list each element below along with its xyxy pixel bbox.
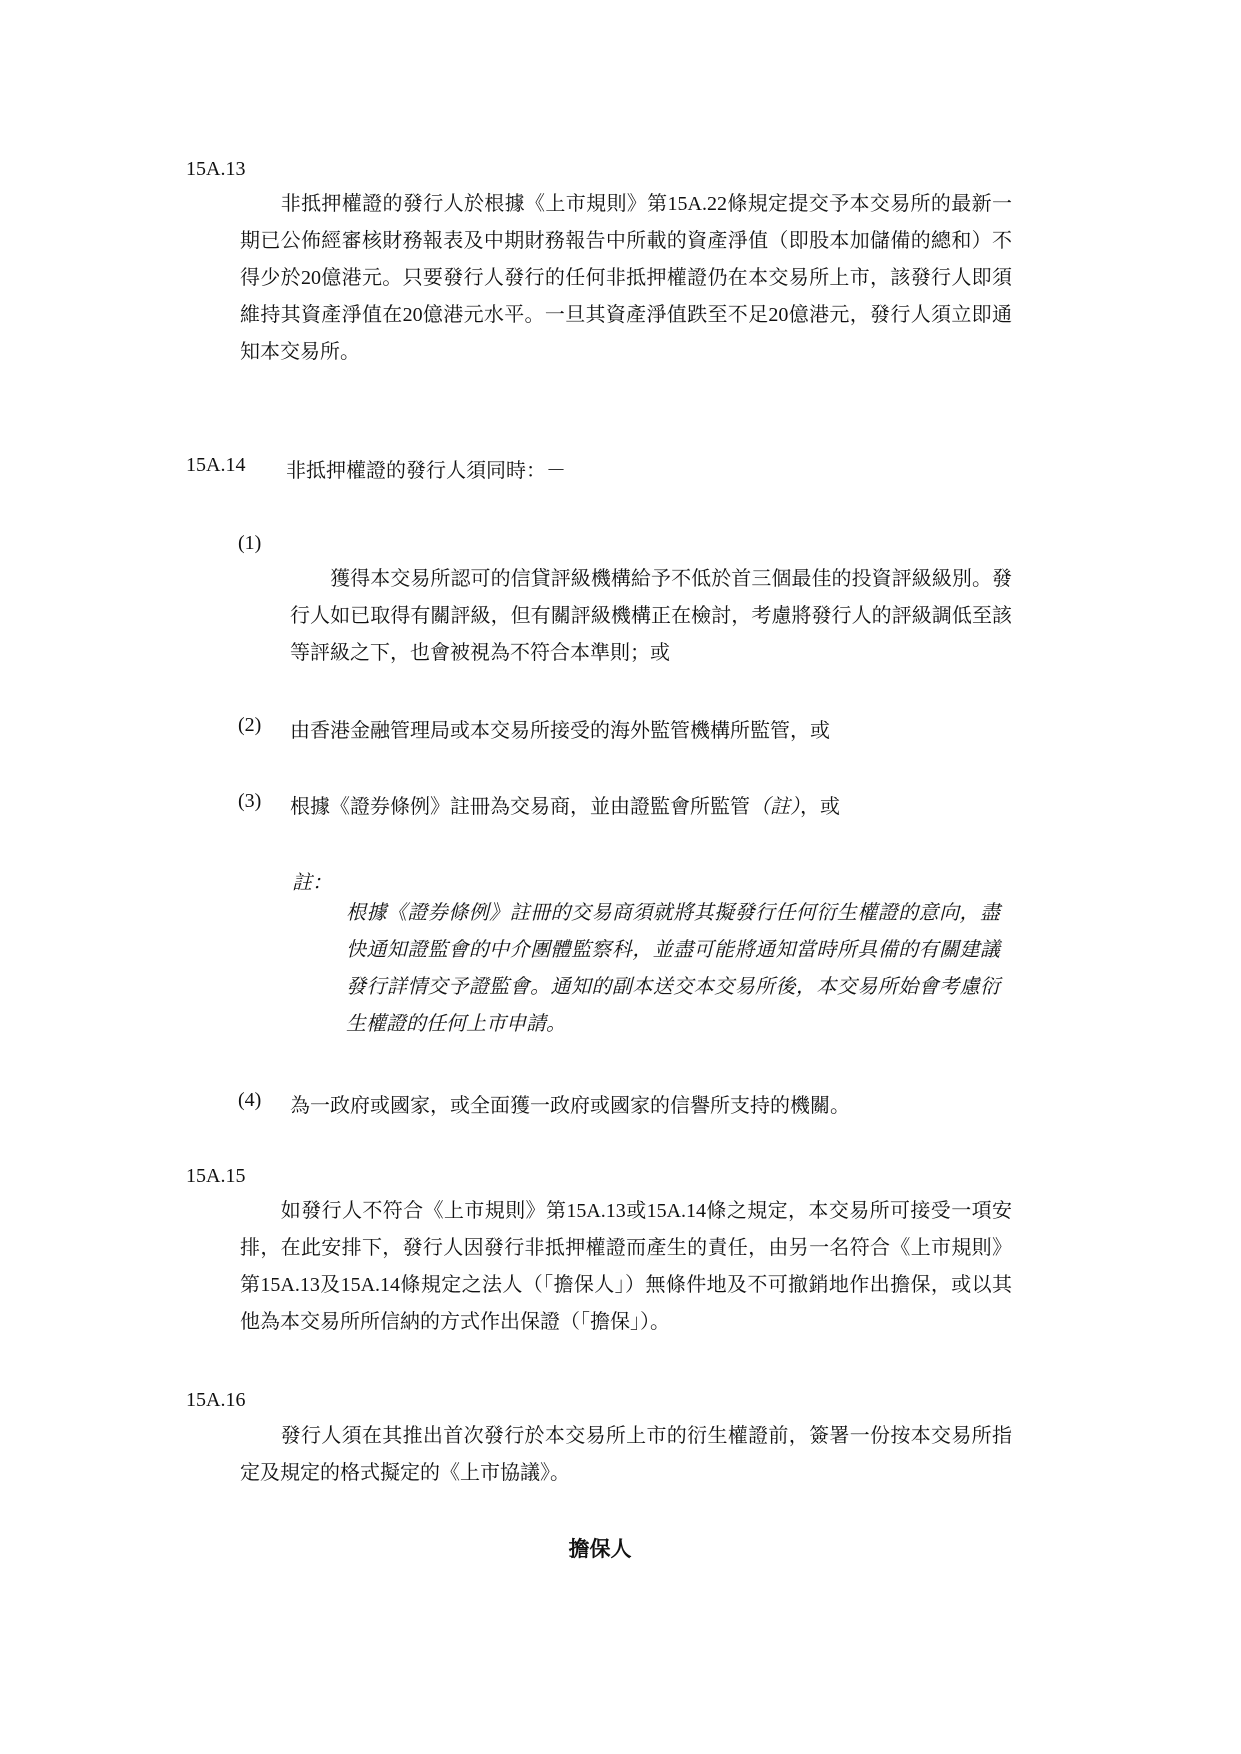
rule-number-15a16: 15A.16 [186,1389,246,1411]
note-label: 註： [292,872,332,894]
rule-15a15-text: 如發行人不符合《上市規則》第15A.13或15A.14條之規定，本交易所可接受一項安排，在此安排下，發行人因發行非抵押權證而產生的責任，由另一名符合《上市規則》第15A.13及15A.14條規定之法人（「擔保人」）無條件地及不可撤銷地作出擔保，或以其他為本交易所所信納的方式作出保證（「擔保」）。 [240,1200,1012,1333]
item-3-text-end: ，或 [800,796,840,818]
rule-number-15a13: 15A.13 [186,158,246,180]
item-number-3: (3) [238,790,262,812]
item-3-text-main: 根據《證券條例》註冊為交易商，並由證監會所監管 [290,796,750,818]
rule-15a14-intro: 非抵押權證的發行人須同時：－ [286,460,566,482]
item-number-1: (1) [238,532,262,554]
note-reference: （註） [750,796,800,818]
item-number-4: (4) [238,1089,262,1111]
item-3-text [290,790,840,819]
rule-number-15a14: 15A.14 [186,454,246,476]
item-number-2: (2) [238,714,262,736]
item-2-text: 由香港金融管理局或本交易所接受的海外監管機構所監管，或 [290,720,830,742]
rule-15a16-text: 發行人須在其推出首次發行於本交易所上市的衍生權證前，簽署一份按本交易所指定及規定的格式擬定的《上市協議》。 [240,1425,1012,1484]
rule-number-15a15: 15A.15 [186,1165,246,1187]
rule-15a13-text: 非抵押權證的發行人於根據《上市規則》第15A.22條規定提交予本交易所的最新一期已公佈經審核財務報表及中期財務報告中所載的資產淨值（即股本加儲備的總和）不得少於20億港元。只要發行人發行的任何非抵押權證仍在本交易所上市，該發行人即須維持其資產淨值在20億港元水平。一旦其資產淨值跌至不足20億港元，發行人須立即通知本交易所。 [240,193,1012,363]
note-text: 根據《證券條例》註冊的交易商須就將其擬發行任何衍生權證的意向，盡快通知證監會的中介團體監察科，並盡可能將通知當時所具備的有關建議發行詳情交予證監會。通知的副本送交本交易所後，本交易所始會考慮衍生權證的任何上市申請。 [346,902,1000,1035]
section-heading: 擔保人 [568,1537,632,1561]
item-4-text: 為一政府或國家，或全面獲一政府或國家的信譽所支持的機關。 [290,1095,850,1117]
item-1-text: 獲得本交易所認可的信貸評級機構給予不低於首三個最佳的投資評級級別。發行人如已取得有關評級，但有關評級機構正在檢討，考慮將發行人的評級調低至該等評級之下，也會被視為不符合本準則；或 [290,568,1012,664]
